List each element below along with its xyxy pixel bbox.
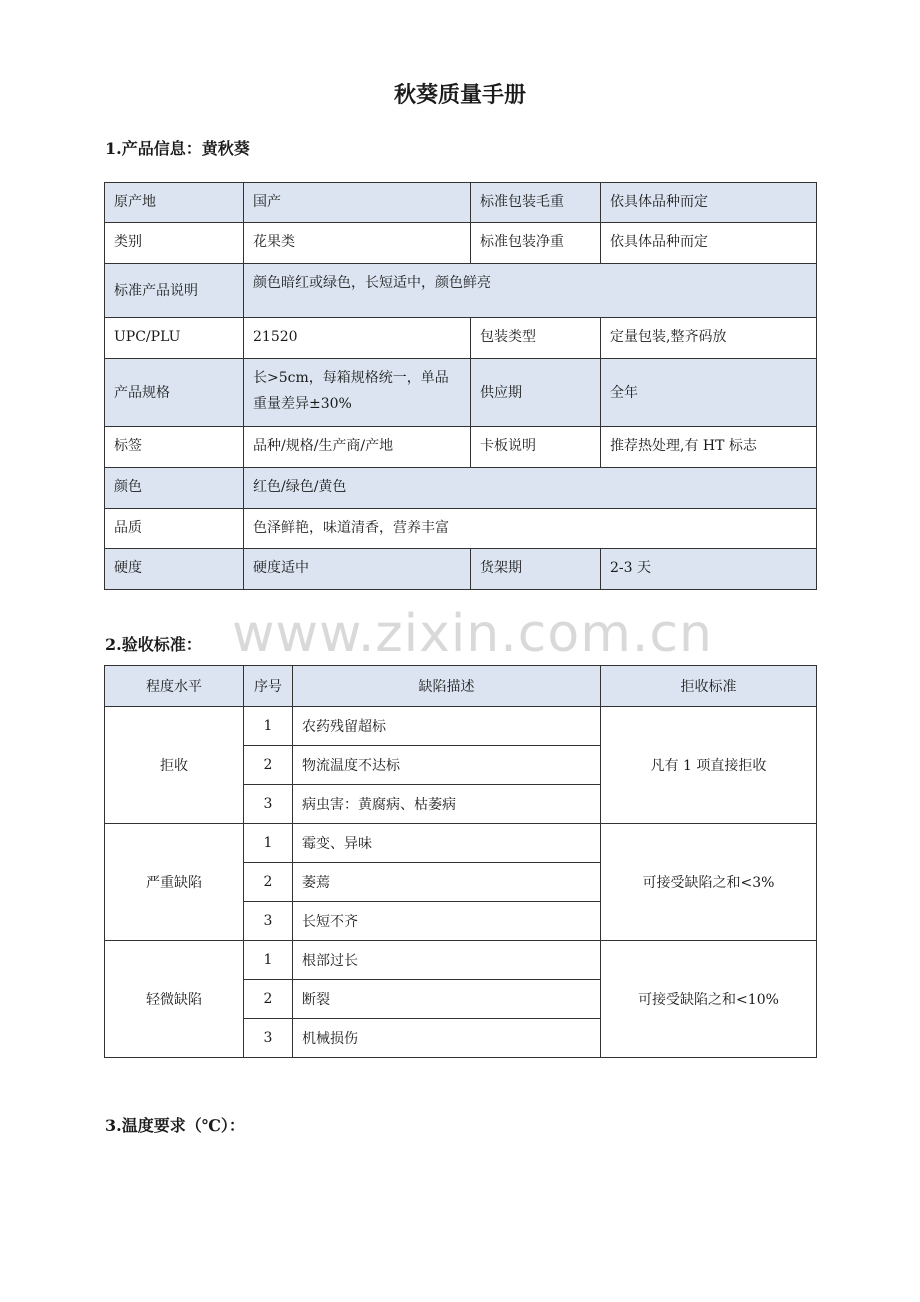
defect-description: 萎蔫 <box>293 863 601 902</box>
document-title: 秋葵质量手册 <box>393 82 526 108</box>
pack-type-label: 包装类型 <box>471 318 601 359</box>
net-weight-value: 依具体品种而定 <box>601 223 817 264</box>
row-number: 1 <box>244 941 293 980</box>
header-standard: 拒收标准 <box>601 666 817 707</box>
pallet-value: 推荐热处理,有 HT 标志 <box>601 427 817 468</box>
category-label: 类别 <box>105 223 244 264</box>
color-value: 红色/绿色/黄色 <box>244 468 817 509</box>
defect-description: 断裂 <box>293 980 601 1019</box>
quality-label: 品质 <box>105 509 244 549</box>
pack-type-value: 定量包装,整齐码放 <box>601 318 817 359</box>
spec-value: 长>5cm，每箱规格统一，单品重量差异±30% <box>244 359 471 427</box>
supply-period-label: 供应期 <box>471 359 601 427</box>
category-value: 花果类 <box>244 223 471 264</box>
tag-label: 标签 <box>105 427 244 468</box>
standard-serious: 可接受缺陷之和<3% <box>601 824 817 941</box>
acceptance-table <box>104 665 817 1058</box>
defect-description: 根部过长 <box>293 941 601 980</box>
row-number: 3 <box>244 785 293 824</box>
shelf-life-label: 货架期 <box>471 549 601 590</box>
defect-description: 霉变、异味 <box>293 824 601 863</box>
section-heading-product-info: 1.产品信息：黄秋葵 <box>105 139 250 158</box>
upc-label: UPC/PLU <box>105 318 244 359</box>
description-label: 标准产品说明 <box>105 264 244 318</box>
color-label: 颜色 <box>105 468 244 509</box>
header-defect: 缺陷描述 <box>293 666 601 707</box>
header-level: 程度水平 <box>105 666 244 707</box>
defect-description: 机械损伤 <box>293 1019 601 1058</box>
gross-weight-label: 标准包装毛重 <box>471 183 601 223</box>
section-heading-acceptance: 2.验收标准： <box>105 635 202 654</box>
row-number: 2 <box>244 746 293 785</box>
section-heading-temperature: 3.温度要求（℃）： <box>105 1116 245 1135</box>
quality-value: 色泽鲜艳，味道清香，营养丰富 <box>244 509 817 549</box>
level-serious: 严重缺陷 <box>105 824 244 941</box>
watermark: www.zixin.com.cn <box>232 604 713 664</box>
spec-label: 产品规格 <box>105 359 244 427</box>
defect-description: 农药残留超标 <box>293 707 601 746</box>
product-info-table <box>104 182 817 590</box>
pallet-label: 卡板说明 <box>471 427 601 468</box>
level-minor: 轻微缺陷 <box>105 941 244 1058</box>
origin-value: 国产 <box>244 183 471 223</box>
standard-minor: 可接受缺陷之和<10% <box>601 941 817 1058</box>
shelf-life-value: 2-3 天 <box>601 549 817 590</box>
standard-reject: 凡有 1 项直接拒收 <box>601 707 817 824</box>
row-number: 1 <box>244 707 293 746</box>
row-number: 1 <box>244 824 293 863</box>
gross-weight-value: 依具体品种而定 <box>601 183 817 223</box>
row-number: 2 <box>244 863 293 902</box>
row-number: 2 <box>244 980 293 1019</box>
hardness-value: 硬度适中 <box>244 549 471 590</box>
row-number: 3 <box>244 902 293 941</box>
header-number: 序号 <box>244 666 293 707</box>
description-value: 颜色暗红或绿色，长短适中，颜色鲜亮 <box>244 264 817 318</box>
net-weight-label: 标准包装净重 <box>471 223 601 264</box>
tag-value: 品种/规格/生产商/产地 <box>244 427 471 468</box>
level-reject: 拒收 <box>105 707 244 824</box>
supply-period-value: 全年 <box>601 359 817 427</box>
upc-value: 21520 <box>244 318 471 359</box>
defect-description: 长短不齐 <box>293 902 601 941</box>
hardness-label: 硬度 <box>105 549 244 590</box>
defect-description: 病虫害：黄腐病、枯萎病 <box>293 785 601 824</box>
row-number: 3 <box>244 1019 293 1058</box>
defect-description: 物流温度不达标 <box>293 746 601 785</box>
origin-label: 原产地 <box>105 183 244 223</box>
